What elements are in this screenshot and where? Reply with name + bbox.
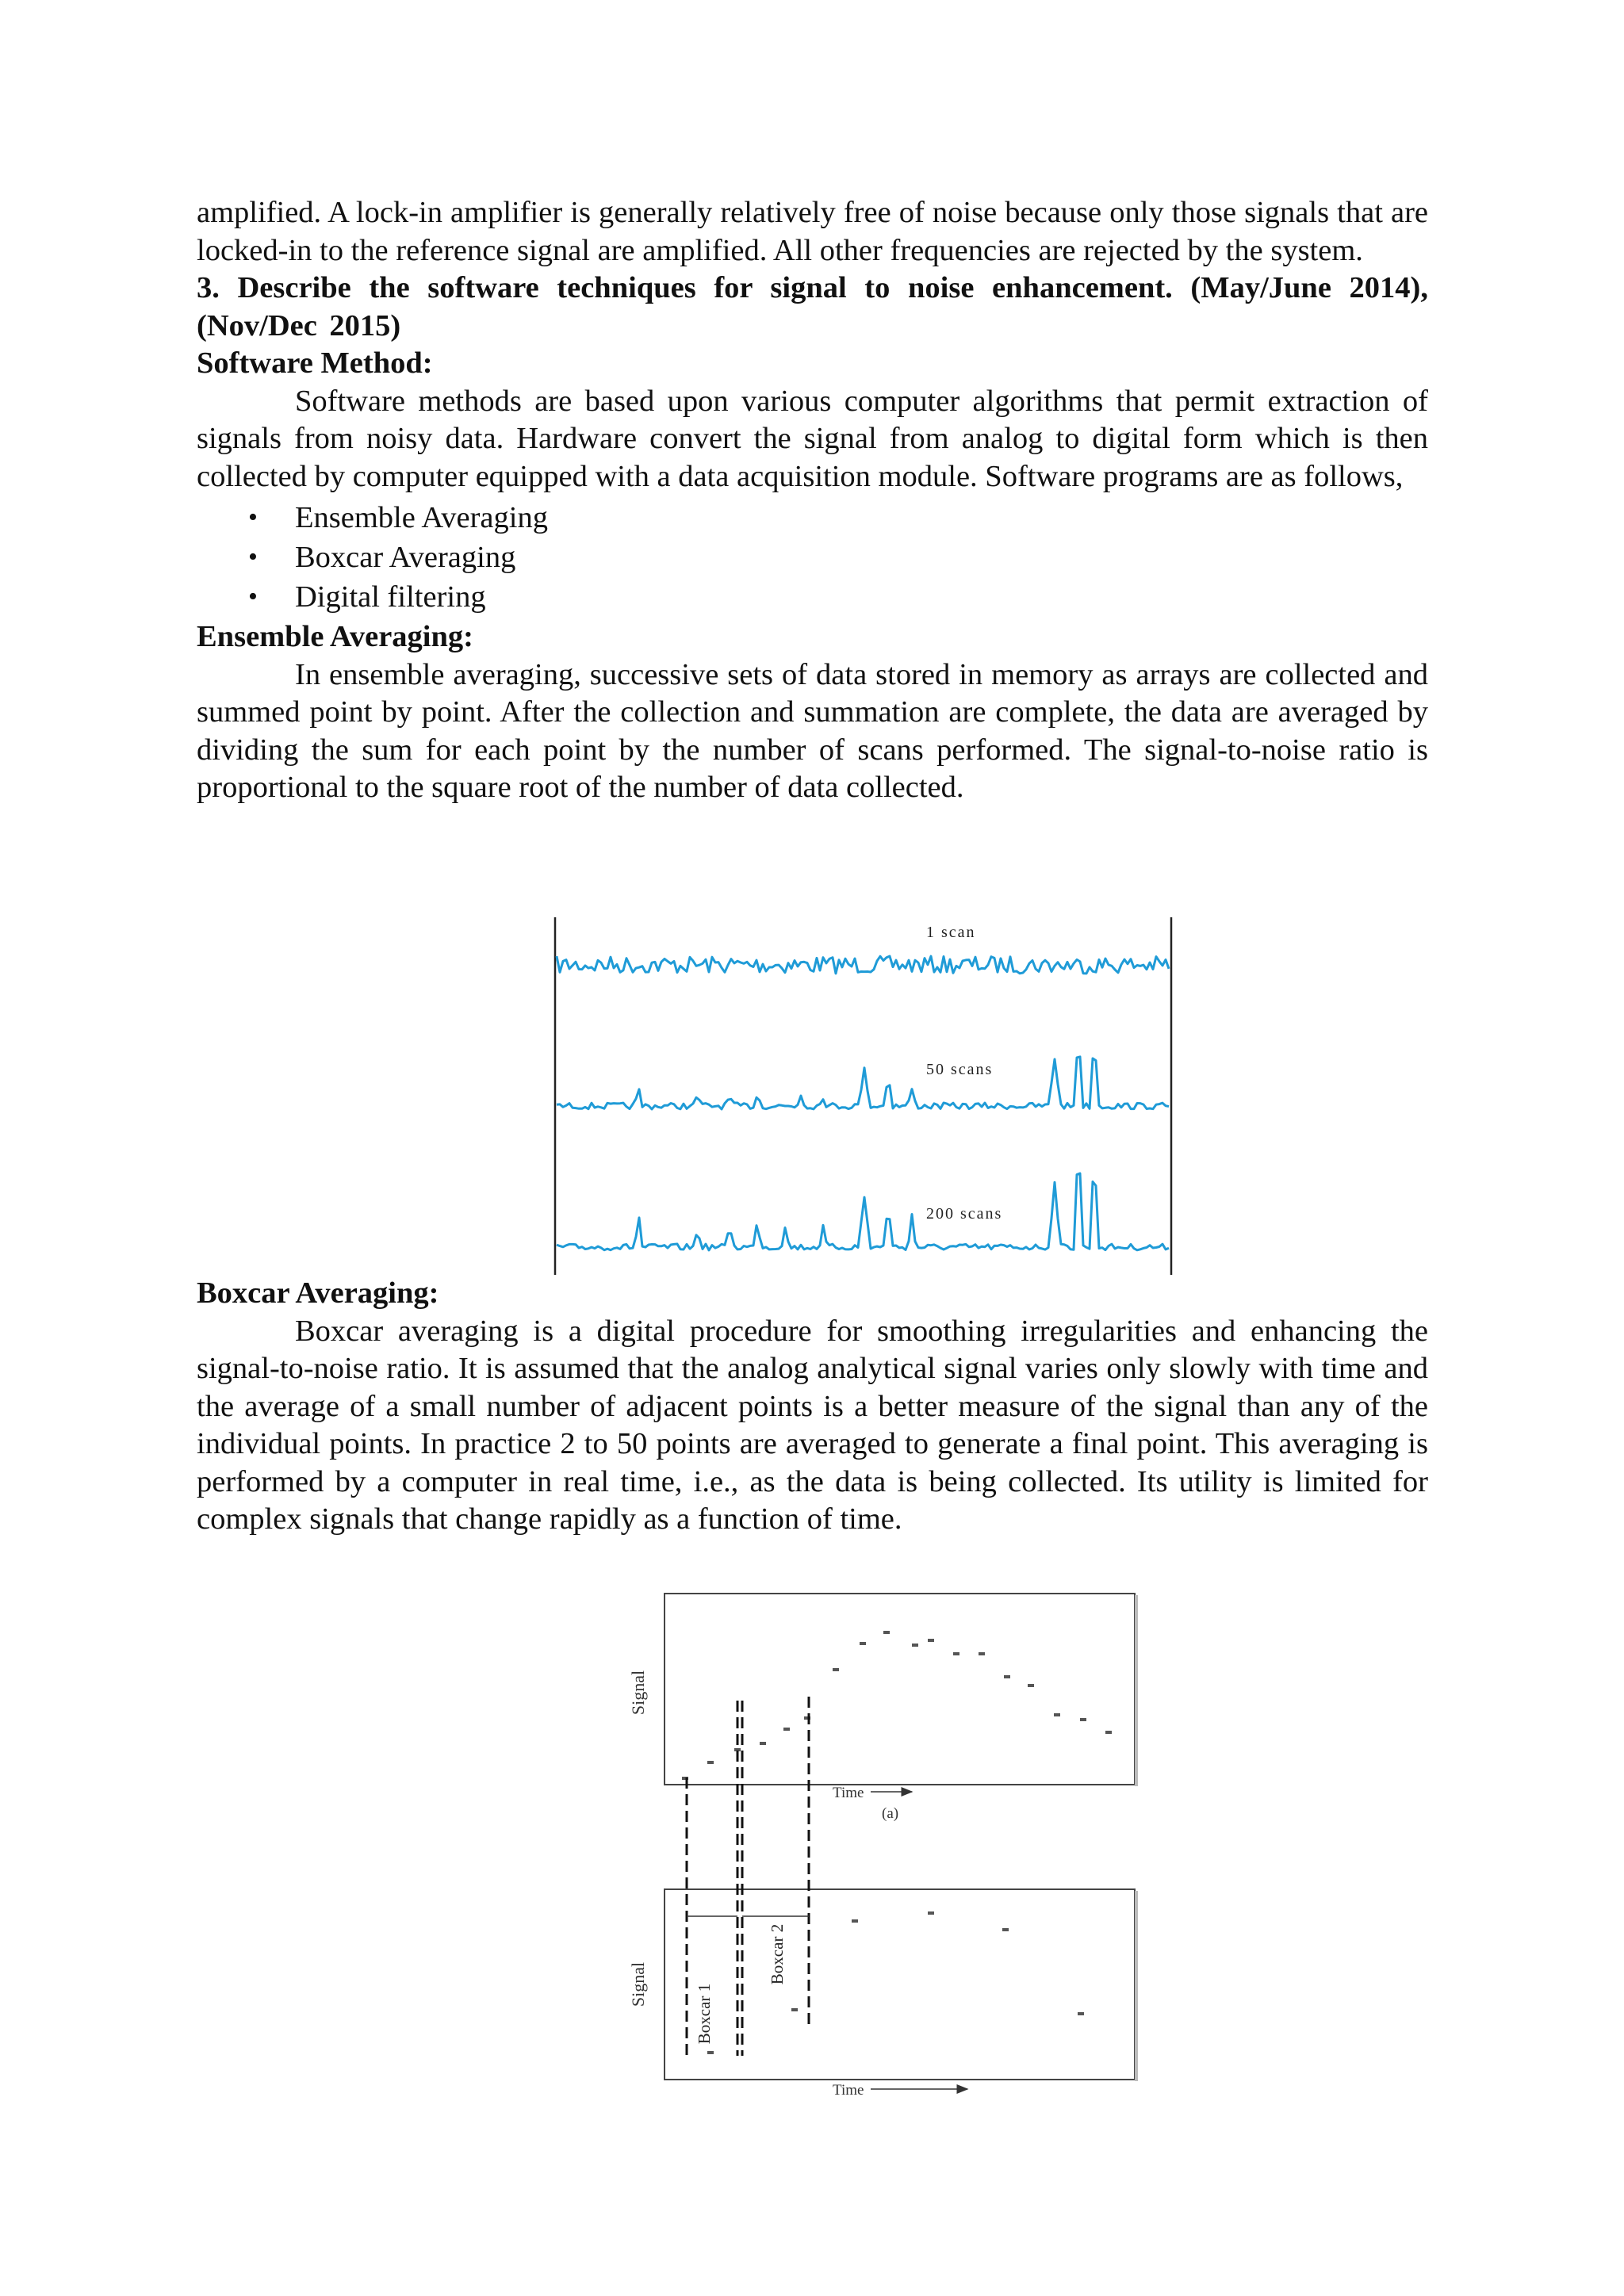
data-point (707, 1761, 714, 1764)
data-point (1002, 1928, 1009, 1931)
label-50-scans: 50 scans (926, 1061, 994, 1078)
bullet-icon: • (248, 542, 258, 572)
boxcar-1-label: Boxcar 1 (695, 1983, 714, 2045)
list-item-label: Boxcar Averaging (295, 541, 516, 574)
bottom-x-axis-label: Time (833, 2082, 864, 2099)
data-point (760, 1742, 766, 1745)
list-item-label: Ensemble Averaging (295, 501, 548, 534)
software-methods-list (197, 498, 1428, 617)
software-method-paragraph: Software methods are based upon various computer algorithms that permit extraction of signals from noisy data. Hardware convert the signal from analog to digital form which is then collected by computer equipped with a data acquisition module. Software programs are as follows, (197, 384, 1428, 493)
data-point (852, 1919, 858, 1923)
trace-50-scans (557, 1057, 1169, 1109)
boxcar-averaging-figure (603, 1582, 1158, 2105)
top-data-points (682, 1631, 1112, 1780)
data-point (707, 2051, 714, 2054)
label-200-scans: 200 scans (926, 1205, 1003, 1223)
label-1-scan: 1 scan (926, 924, 976, 941)
boxcar-2-label: Boxcar 2 (768, 1923, 787, 1985)
bullet-icon: • (248, 503, 258, 532)
list-item (197, 538, 1428, 577)
data-point (1080, 1718, 1086, 1721)
data-point (791, 2008, 798, 2011)
data-point (883, 1631, 890, 1634)
trace-1-scan (557, 956, 1169, 974)
boxcar-averaging-paragraph: Boxcar averaging is a digital procedure for smoothing irregularities and enhancing the signal-to-noise ratio. It is assumed that the analog analytical signal varies only slowly with time and the average of a small number of adjacent points is a better measure of the signal than any of the individual points. In practice 2 to 50 points are averaged to generate a final point. This averaging is performed by a computer in real time, i.e., as the data is being collected. Its utility is limited for complex signals that change rapidly as a function of time. (197, 1314, 1428, 1536)
data-point (1054, 1713, 1060, 1716)
list-item (197, 577, 1428, 617)
trace-200-scans (557, 1173, 1169, 1250)
data-point (833, 1668, 839, 1671)
bottom-data-points (707, 1911, 1084, 2054)
upper-text-block (197, 194, 1428, 807)
software-method-heading: Software Method: (197, 346, 433, 380)
boxcar-averaging-plot (603, 1582, 1158, 2105)
list-item (197, 498, 1428, 538)
data-point (1078, 2012, 1084, 2015)
data-point (783, 1728, 790, 1731)
ensemble-averaging-heading: Ensemble Averaging: (197, 620, 473, 653)
top-x-axis-label: Time (833, 1785, 864, 1801)
lower-text-block (197, 1275, 1428, 1539)
data-point (928, 1911, 934, 1915)
data-point (953, 1652, 959, 1655)
ensemble-averaging-plot (547, 916, 1182, 1276)
panel-label-a: (a) (882, 1805, 899, 1822)
data-point (979, 1652, 985, 1655)
top-y-axis-label: Signal (628, 1670, 648, 1716)
list-item-label: Digital filtering (295, 580, 486, 614)
bottom-panel-frame (665, 1889, 1135, 2080)
data-point (1004, 1675, 1010, 1678)
data-point (1028, 1684, 1034, 1687)
bottom-y-axis-label: Signal (628, 1961, 648, 2007)
bullet-icon: • (248, 582, 258, 611)
ensemble-averaging-paragraph: In ensemble averaging, successive sets of data stored in memory as arrays are collected and summed point by point. After the collection and summation are complete, the data are averaged by dividing the sum for each point by the number of scans performed. The signal-to-noise ratio is proportional to the square root of the number of data collected. (197, 657, 1428, 804)
top-panel-frame (665, 1594, 1135, 1785)
boxcar-averaging-heading: Boxcar Averaging: (197, 1276, 439, 1310)
question-heading: 3. Describe the software techniques for signal to noise enhancement. (May/June 2014),(Nov/Dec 2015) (197, 271, 1428, 342)
data-point (928, 1639, 934, 1642)
data-point (1105, 1731, 1112, 1734)
ensemble-averaging-figure (547, 916, 1182, 1276)
data-point (860, 1642, 866, 1645)
data-point (912, 1644, 918, 1647)
intro-paragraph: amplified. A lock-in amplifier is generally relatively free of noise because only those signals that are locked-in to the reference signal are amplified. All other frequencies are rejected by the system. (197, 196, 1428, 267)
